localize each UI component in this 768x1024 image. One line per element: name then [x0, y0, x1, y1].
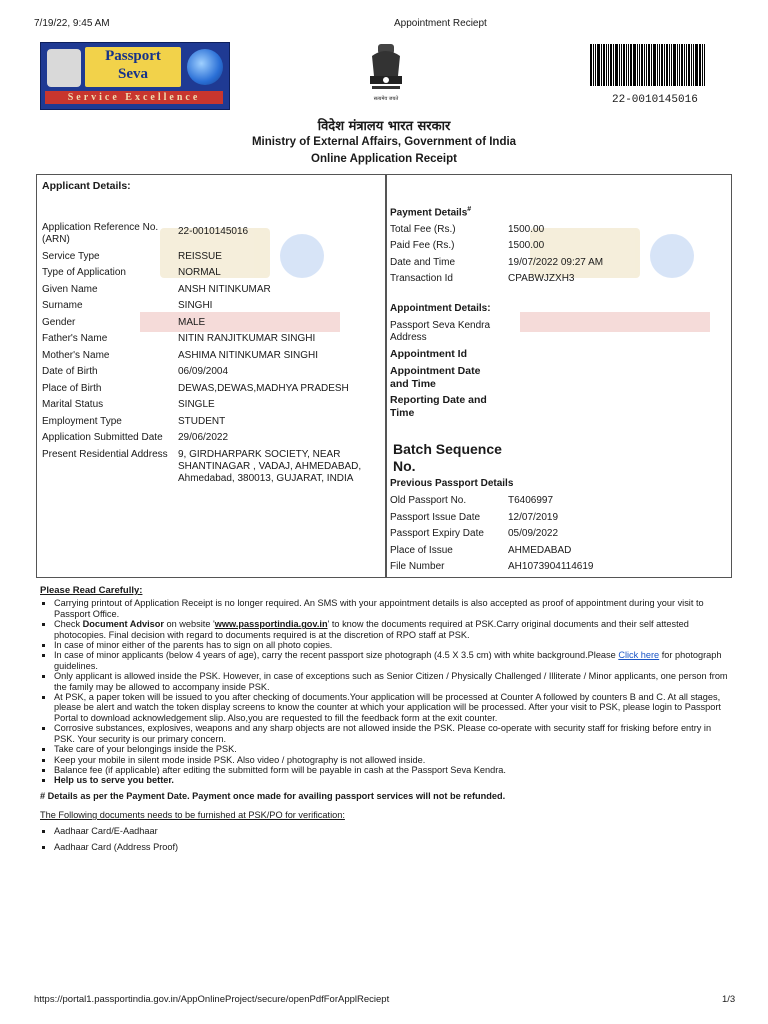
ministry-title: Ministry of External Affairs, Government of India: [251, 136, 517, 148]
national-emblem-icon: [366, 42, 406, 106]
logo-band: Service Excellence: [45, 91, 223, 104]
page-url: https://portal1.passportindia.gov.in/AppOnlineProject/secure/openPdfForApplReciept: [34, 994, 390, 1005]
applicant-heading: Applicant Details:: [42, 180, 131, 192]
barcode-bar: [699, 44, 701, 86]
instruction-item: ▪ Only applicant is allowed inside the PSK. However, in case of exceptions such as Senior Citizen / Physically Challenged / Illiterate / Minor applicants, one person from the family may be allowed to accompany inside PSK.: [54, 671, 730, 692]
field-value: 29/06/2022: [178, 432, 229, 443]
field-label: Passport Expiry Date: [390, 528, 484, 539]
instruction-item: ▪ At PSK, a paper token will be issued to you after checking of documents.Your application will be processed at Counter A followed by counters B and C. At all stages, please be alert and watch the token display screens to know the counter at which your application will be processed. After your visit to PSK, please login to Passport Portal to download acknowledgement slip. Also,you are requested to fill the feedback form at the exit counter.: [54, 692, 730, 723]
instructions-section: [40, 586, 730, 852]
barcode-bar: [691, 44, 692, 86]
payment-heading: [390, 206, 471, 218]
barcode-bar: [681, 44, 683, 86]
batch-sequence-label: Batch Sequence No.: [393, 441, 502, 474]
instruction-text: on website ': [163, 619, 215, 630]
field-label: Old Passport No.: [390, 495, 467, 506]
field-value: ANSH NITINKUMAR: [178, 284, 271, 295]
instruction-item: ▪ Carrying printout of Application Receipt is no longer required. An SMS with your appointment details is also accepted as proof of appointment during your visit to Passport Office.: [54, 598, 730, 619]
field-value: REISSUE: [178, 251, 222, 262]
field-value: 22-0010145016: [178, 226, 249, 237]
barcode-bar: [610, 44, 612, 86]
barcode-bar: [639, 44, 640, 86]
payment-heading-mark: #: [467, 206, 472, 213]
field-value: 12/07/2019: [508, 512, 559, 523]
watermark-band-right: [520, 312, 710, 332]
barcode-bar: [661, 44, 663, 86]
field-label: Mother's Name: [42, 350, 110, 361]
page-number: 1/3: [722, 994, 736, 1005]
barcode-bar: [633, 44, 636, 86]
field-label: Transaction Id: [390, 273, 453, 284]
barcode: [590, 44, 708, 86]
instruction-item: ▪ In case of minor either of the parents has to sign on all photo copies.: [54, 640, 730, 650]
website-link[interactable]: www.passportindia.gov.in: [214, 619, 328, 630]
barcode-bar: [651, 44, 652, 86]
field-value: DEWAS,DEWAS,MADHYA PRADESH: [178, 383, 349, 394]
field-value: CPABWJZXH3: [508, 273, 575, 284]
field-value: T6406997: [508, 495, 554, 506]
receipt-title: Online Application Receipt: [311, 153, 457, 165]
document-item: ▪ Aadhaar Card/E-Aadhaar: [54, 826, 730, 836]
barcode-bar: [626, 44, 627, 86]
field-value: 19/07/2022 09:27 AM: [508, 257, 604, 268]
field-label: Present Residential Address: [42, 449, 168, 460]
document-advisor-text: Document Advisor: [82, 619, 164, 630]
instructions-list: [40, 598, 730, 785]
field-label: Employment Type: [42, 416, 122, 427]
field-value: MALE: [178, 317, 206, 328]
field-label: Passport Issue Date: [390, 512, 481, 523]
field-value: 1500.00: [508, 224, 545, 235]
barcode-bar: [695, 44, 698, 86]
barcode-bar: [601, 44, 602, 86]
payment-note: # Details as per the Payment Date. Payment once made for availing passport services will not be refunded.: [40, 790, 506, 801]
barcode-bar: [648, 44, 650, 86]
barcode-bar: [590, 44, 592, 86]
barcode-bar: [693, 44, 694, 86]
payment-heading-text: Payment Details: [390, 207, 468, 219]
globe-icon: [187, 49, 223, 85]
barcode-bar: [669, 44, 670, 86]
barcode-bar: [646, 44, 647, 86]
instruction-text: ' to know the documents required at PSK.Carry original documents and their self attested photocopies. Final decision with regard to documents required is at the discretion of RPO staff at PSK.: [54, 619, 689, 640]
field-label: Total Fee (Rs.): [390, 224, 456, 235]
psk-address-label: Passport Seva Kendra Address: [390, 320, 491, 343]
barcode-bar: [608, 44, 609, 86]
logo-text: [85, 47, 181, 87]
barcode-bar: [664, 44, 665, 86]
instruction-item: ▪ Balance fee (if applicable) after editing the submitted form will be payable in cash at the Passport Seva Kendra.: [54, 765, 730, 775]
field-label: Type of Application: [42, 267, 126, 278]
field-label: Surname: [42, 300, 83, 311]
barcode-bar: [702, 44, 703, 86]
field-label: Given Name: [42, 284, 98, 295]
barcode-bar: [606, 44, 607, 86]
field-value: NORMAL: [178, 267, 221, 278]
field-label: Place of Birth: [42, 383, 102, 394]
field-label: Application Reference No. (ARN): [42, 222, 159, 245]
barcode-bar: [637, 44, 638, 86]
field-label: Place of Issue: [390, 545, 453, 556]
instruction-text: for photograph guidelines.: [54, 650, 722, 671]
field-value: 06/09/2004: [178, 366, 229, 377]
barcode-bar: [641, 44, 643, 86]
barcode-bar: [673, 44, 676, 86]
instruction-item: ▪ Corrosive substances, explosives, weapons and any sharp objects are not allowed inside the PSK. Please co-operate with security staff for frisking before entry in PSK. Your security is our primary concern.: [54, 723, 730, 744]
appointment-id-label: Appointment Id: [390, 348, 467, 360]
barcode-bar: [619, 44, 620, 86]
barcode-bar: [686, 44, 687, 86]
field-value: AHMEDABAD: [508, 545, 572, 556]
passport-seva-logo: [40, 42, 230, 110]
field-label: Service Type: [42, 251, 100, 262]
appointment-heading: Appointment Details:: [390, 303, 491, 314]
documents-list: [40, 826, 730, 853]
column-divider: [385, 175, 387, 577]
appointment-date-label: Appointment Date and Time: [390, 365, 481, 390]
field-value: 1500.00: [508, 240, 545, 251]
instruction-item: ▪ Keep your mobile in silent mode inside PSK. Also video / photography is not allowed inside.: [54, 755, 730, 765]
field-label: Father's Name: [42, 333, 108, 344]
barcode-bar: [595, 44, 596, 86]
instruction-text: Check: [54, 619, 83, 630]
field-value: SINGHI: [178, 300, 213, 311]
instruction-item: ▪ Take care of your belongings inside the PSK.: [54, 744, 730, 754]
barcode-bar: [623, 44, 625, 86]
instruction-item: [54, 619, 730, 640]
field-value: 9, GIRDHARPARK SOCIETY, NEAR SHANTINAGAR , VADAJ, AHMEDABAD, Ahmedabad, 380013, GUJARAT, INDIA: [178, 449, 362, 484]
field-value: ASHIMA NITINKUMAR SINGHI: [178, 350, 319, 361]
barcode-bar: [666, 44, 668, 86]
barcode-bar: [653, 44, 656, 86]
field-label: Gender: [42, 317, 76, 328]
barcode-bar: [615, 44, 618, 86]
field-value: AH1073904114619: [508, 561, 594, 572]
field-value: STUDENT: [178, 416, 226, 427]
field-label: Paid Fee (Rs.): [390, 240, 455, 251]
barcode-bar: [597, 44, 600, 86]
reporting-date-label: Reporting Date and Time: [390, 394, 487, 419]
click-here-link[interactable]: Click here: [618, 650, 660, 661]
barcode-bar: [704, 44, 705, 86]
hindi-title: विदेश मंत्रालय भारत सरकार: [317, 119, 451, 134]
instruction-item: ▪ Help us to serve you better.: [54, 775, 730, 785]
barcode-bar: [613, 44, 614, 86]
logo-line2: Seva: [118, 66, 148, 82]
field-value: NITIN RANJITKUMAR SINGHI: [178, 333, 316, 344]
barcode-bar: [688, 44, 690, 86]
print-datetime: 7/19/22, 9:45 AM: [34, 18, 110, 29]
field-label: Date and Time: [390, 257, 456, 268]
instruction-text: In case of minor applicants (below 4 years of age), carry the recent passport size photograph (4.5 X 3.5 cm) with white background.Please: [54, 650, 619, 661]
previous-passport-heading: Previous Passport Details: [390, 478, 514, 489]
barcode-bar: [684, 44, 685, 86]
field-label: Marital Status: [42, 399, 104, 410]
instructions-heading: Please Read Carefully:: [40, 585, 143, 596]
document-item: ▪ Aadhaar Card (Address Proof): [54, 842, 730, 852]
field-label: Date of Birth: [42, 366, 98, 377]
barcode-bar: [671, 44, 672, 86]
emblem-caption: सत्यमेव जयते: [373, 96, 399, 102]
barcode-bar: [621, 44, 622, 86]
field-value: SINGLE: [178, 399, 215, 410]
barcode-bar: [630, 44, 632, 86]
emblem-icon: [47, 49, 81, 87]
print-title: Appointment Reciept: [394, 18, 487, 29]
barcode-bar: [644, 44, 645, 86]
barcode-bar: [659, 44, 660, 86]
barcode-bar: [593, 44, 594, 86]
barcode-number: 22-0010145016: [612, 94, 698, 106]
barcode-bar: [603, 44, 605, 86]
logo-line1: Passport: [105, 48, 161, 64]
field-label: File Number: [390, 561, 445, 572]
field-value: 05/09/2022: [508, 528, 559, 539]
instruction-item: [54, 650, 730, 671]
barcode-bar: [679, 44, 680, 86]
field-label: Application Submitted Date: [42, 432, 163, 443]
barcode-bar: [657, 44, 658, 86]
documents-heading: The Following documents needs to be furnished at PSK/PO for verification:: [40, 810, 345, 821]
barcode-bar: [677, 44, 678, 86]
barcode-bar: [628, 44, 629, 86]
